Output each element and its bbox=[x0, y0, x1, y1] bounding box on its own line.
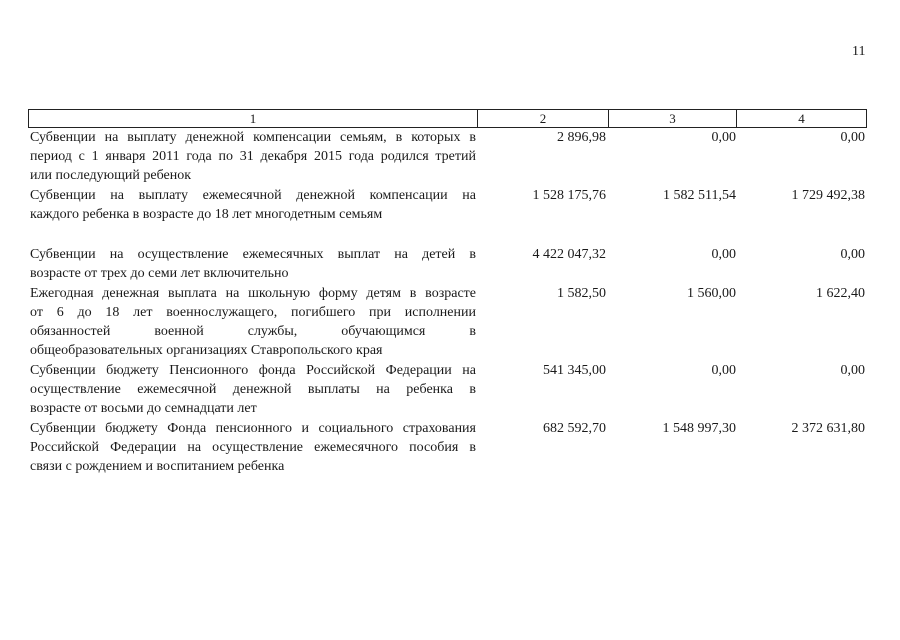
description-line: возрасте от восьми до семнадцати лет bbox=[30, 401, 257, 416]
header-row bbox=[29, 110, 867, 128]
value-column-3: 0,00 bbox=[711, 247, 736, 262]
row-description bbox=[30, 245, 476, 283]
value-column-4: 0,00 bbox=[840, 247, 865, 262]
value-column-2: 541 345,00 bbox=[543, 363, 606, 378]
description-line: период с 1 января 2011 года по 31 декабря 2015 года родился третий bbox=[30, 149, 476, 164]
value-column-2: 682 592,70 bbox=[543, 421, 606, 436]
value-column-4: 1 622,40 bbox=[816, 286, 865, 301]
description-line: или последующий ребенок bbox=[30, 168, 192, 183]
description-line: возрасте от трех до семи лет включительно bbox=[30, 266, 289, 281]
page-number: 11 bbox=[852, 44, 866, 59]
row-description bbox=[30, 128, 476, 185]
description-line: каждого ребенка в возрасте до 18 лет многодетным семьям bbox=[30, 207, 383, 222]
description-line: Субвенции на выплату денежной компенсации семьям, в которых в bbox=[30, 130, 476, 145]
description-line: осуществление ежемесячной денежной выплаты на ребенка в bbox=[30, 382, 476, 397]
row-description bbox=[30, 284, 476, 360]
value-column-4: 2 372 631,80 bbox=[791, 421, 865, 436]
row-description bbox=[30, 186, 476, 224]
row-description bbox=[30, 419, 476, 476]
description-line: от 6 до 18 лет военнослужащего, погибшего при исполнении bbox=[30, 305, 476, 320]
table-header bbox=[28, 109, 867, 128]
description-line: общеобразовательных организациях Ставропольского края bbox=[30, 343, 383, 358]
value-column-3: 0,00 bbox=[711, 130, 736, 145]
description-line: Субвенции бюджету Пенсионного фонда Российской Федерации на bbox=[30, 363, 476, 378]
description-line: Ежегодная денежная выплата на школьную форму детям в возрасте bbox=[30, 286, 476, 301]
description-line: обязанностей военной службы, обучающимся в bbox=[30, 324, 476, 339]
value-column-4: 0,00 bbox=[840, 130, 865, 145]
column-header-2: 2 bbox=[478, 110, 609, 128]
row-description bbox=[30, 361, 476, 418]
value-column-2: 2 896,98 bbox=[557, 130, 606, 145]
value-column-2: 1 528 175,76 bbox=[532, 188, 606, 203]
value-column-2: 1 582,50 bbox=[557, 286, 606, 301]
column-header-1: 1 bbox=[29, 110, 478, 128]
value-column-3: 0,00 bbox=[711, 363, 736, 378]
value-column-3: 1 582 511,54 bbox=[663, 188, 736, 203]
value-column-2: 4 422 047,32 bbox=[532, 247, 606, 262]
description-line: связи с рождением и воспитанием ребенка bbox=[30, 459, 285, 474]
column-header-3: 3 bbox=[609, 110, 737, 128]
value-column-4: 1 729 492,38 bbox=[791, 188, 865, 203]
description-line: Субвенции на выплату ежемесячной денежной компенсации на bbox=[30, 188, 476, 203]
value-column-4: 0,00 bbox=[840, 363, 865, 378]
description-line: Субвенции на осуществление ежемесячных выплат на детей в bbox=[30, 247, 476, 262]
column-header-4: 4 bbox=[737, 110, 867, 128]
description-line: Субвенции бюджету Фонда пенсионного и социального страхования bbox=[30, 421, 476, 436]
value-column-3: 1 548 997,30 bbox=[662, 421, 736, 436]
value-column-3: 1 560,00 bbox=[687, 286, 736, 301]
description-line: Российской Федерации на осуществление ежемесячного пособия в bbox=[30, 440, 476, 455]
